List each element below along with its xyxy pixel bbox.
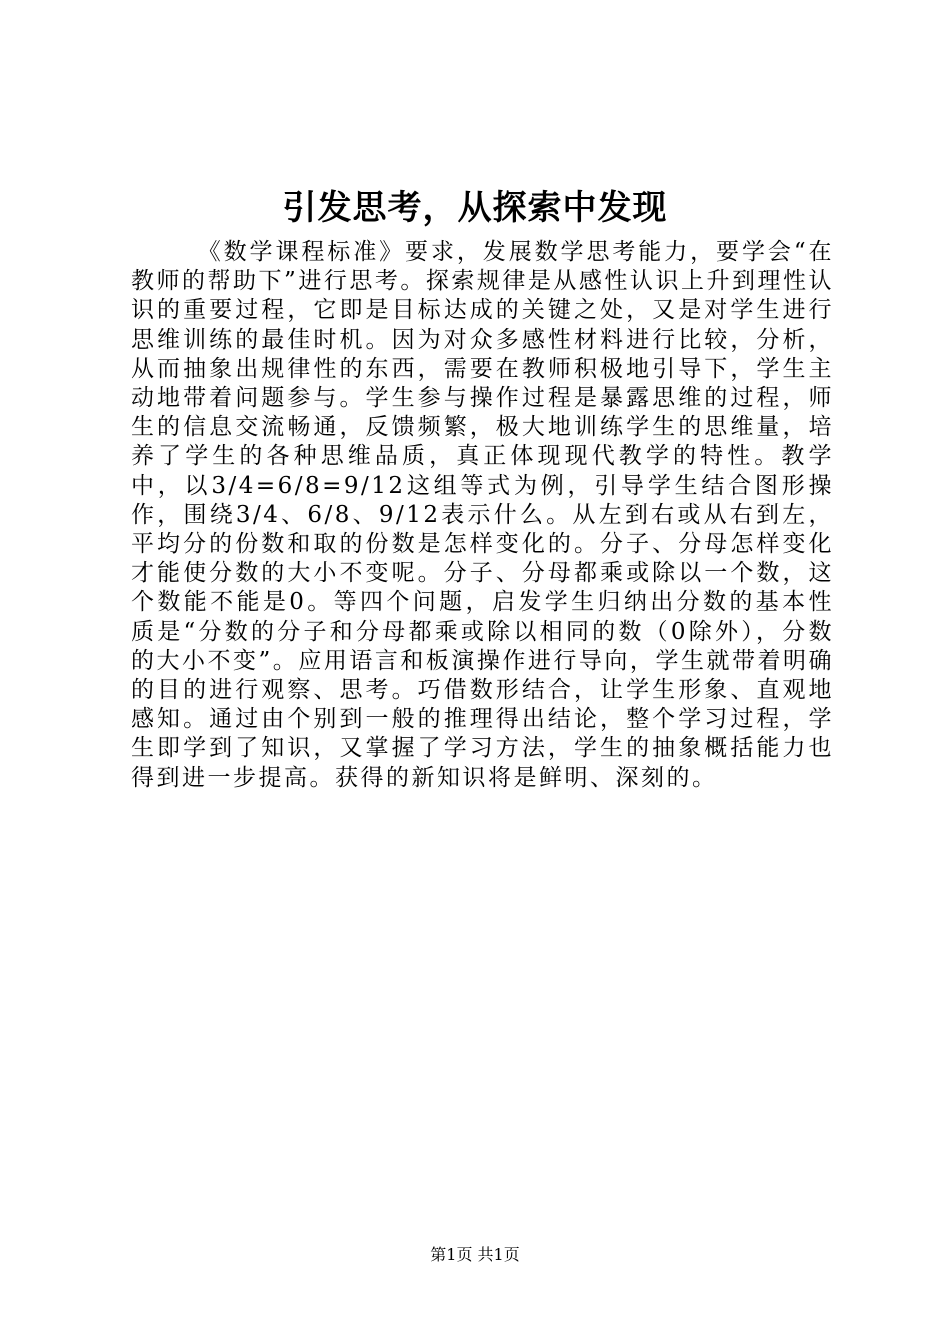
page-title: 引发思考，从探索中发现 [282,188,668,228]
page-footer: 第1页 共1页 [430,1245,520,1264]
body-paragraph: 《数学课程标准》要求，发展数学思考能力，要学会“在教师的帮助下”进行思考。探索规律是从感性认识上升到理性认识的重要过程，它即是目标达成的关键之处，又是对学生进行思维训练的最佳时机。因为对众多感性材料进行比较，分析，从而抽象出规律性的东西，需要在教师积极地引导下，学生主动地带着问题参与。学生参与操作过程是暴露思维的过程，师生的信息交流畅通，反馈频繁，极大地训练学生的思维量，培养了学生的各种思维品质，真正体现现代教学的特性。教学中，以3/4=6/8=9/12这组等式为例，引导学生结合图形操作，围绕3/4、6/8、9/12表示什么。从左到右或从右到左，平均分的份数和取的份数是怎样变化的。分子、分母怎样变化才能使分数的大小不变呢。分子、分母都乘或除以一个数，这个数能不能是0。等四个问题，启发学生归纳出分数的基本性质是“分数的分子和分母都乘或除以相同的数（0除外），分数的大小不变”。应用语言和板演操作进行导向，学生就带着明确的目的进行观察、思考。巧借数形结合，让学生形象、直观地感知。通过由个别到一般的推理得出结论，整个学习过程，学生即学到了知识，又掌握了学习方法，学生的抽象概括能力也得到进一步提高。获得的新知识将是鲜明、深刻的。 [131,239,834,791]
